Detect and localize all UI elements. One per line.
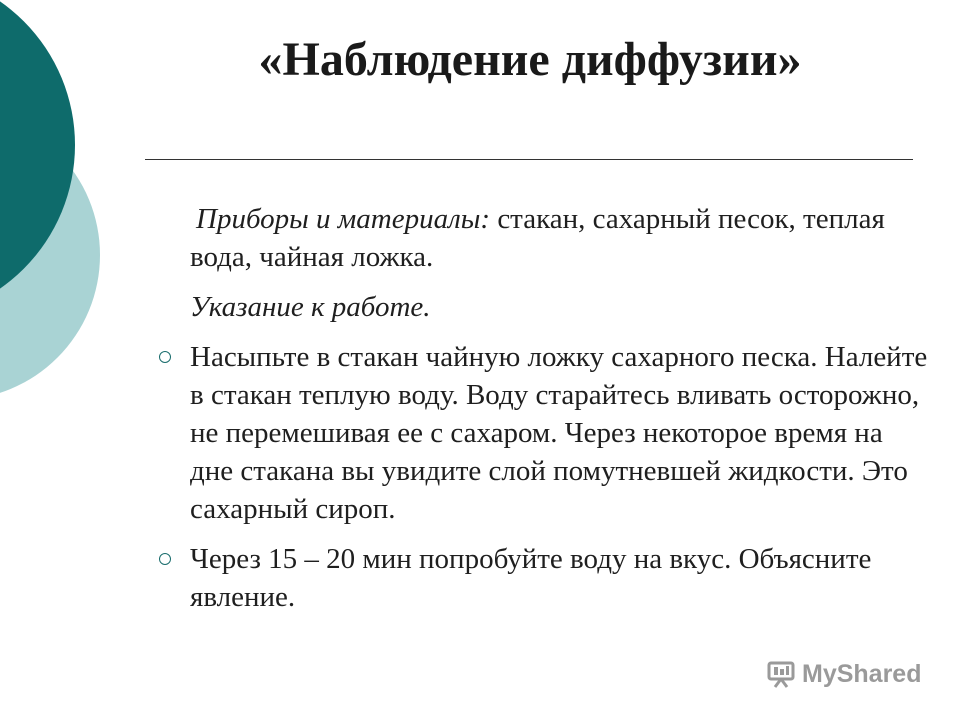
bullet-circle-icon	[159, 553, 171, 565]
materials-text: стакан, сахарный песок, теплая вода, чайная ложка.	[190, 203, 885, 273]
slide-title: «Наблюдение диффузии»	[258, 33, 802, 86]
slide-body	[190, 200, 930, 628]
list-item	[190, 540, 930, 616]
title-divider	[145, 159, 913, 160]
bullet-circle-icon	[159, 351, 171, 363]
instruction-label: Указание к работе.	[190, 291, 431, 323]
list-item	[190, 338, 930, 528]
materials-label: Приборы и материалы:	[196, 203, 491, 235]
presentation-screen-icon	[766, 659, 796, 689]
watermark-text: MyShared	[802, 659, 922, 688]
myshared-watermark	[766, 656, 921, 692]
list-item-text: Через 15 – 20 мин попробуйте воду на вкус. Объясните явление.	[190, 543, 872, 613]
materials-paragraph	[190, 200, 930, 276]
list-item-text: Насыпьте в стакан чайную ложку сахарного песка. Налейте в стакан теплую воду. Воду старайтесь вливать осторожно, не перемешивая ее с сахаром. Через некоторое время на дне стакана вы увидите слой помутневшей жидкости. Это сахарный сироп.	[190, 341, 928, 525]
